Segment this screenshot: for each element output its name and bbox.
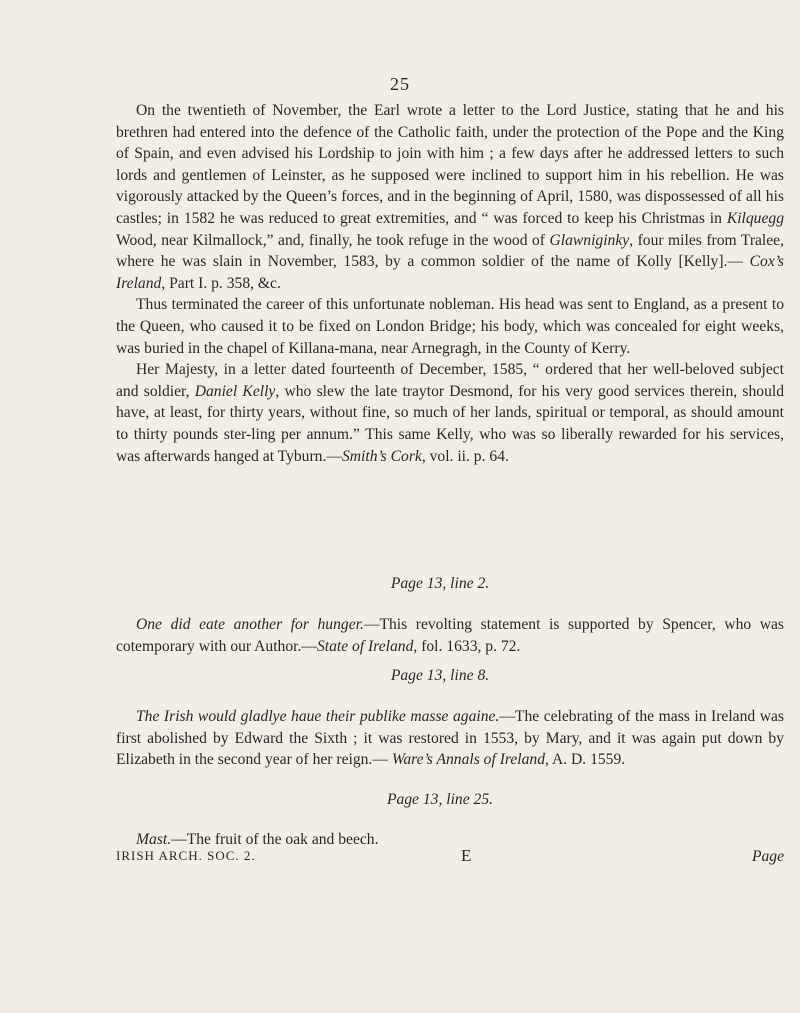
signature-line: IRISH ARCH. SOC. 2.: [116, 848, 256, 863]
note-heading: Page 13, line 25.: [386, 791, 494, 808]
note-masse: The Irish would gladlye haue their publike masse againe.—The celebrating of the mass in Ireland was first abolished by Edward the Sixth ; it was restored in 1553, by Mary, and it was again put down by Elizabeth in the second year of her reign.— Ware’s Annals of Ireland, A. D. 1559.: [116, 708, 784, 769]
note-mast: Mast.—The fruit of the oak and beech.: [136, 831, 379, 848]
main-text: [116, 100, 784, 467]
page-footer: [116, 848, 784, 870]
note-heading: Page 13, line 2.: [390, 575, 490, 592]
paragraph-majesty-letter: Her Majesty, in a letter dated fourteenth of December, 1585, “ ordered that her well-beloved subject and soldier, Daniel Kelly, who slew the late traytor Desmond, for his very good services therein, should have, at least, for thirty years, without fine, so much of her lands, spiritual or temporal, as should amount to thirty pounds ster-ling per annum.” This same Kelly, who was so liberally rewarded for his services, was afterwards hanged at Tyburn.—Smith’s Cork, vol. ii. p. 64.: [116, 361, 785, 465]
paragraph-earl-rebellion: On the twentieth of November, the Earl wrote a letter to the Lord Justice, stating that he and his brethren had entered into the defence of the Catholic faith, under the protection of the Pope and the King of Spain, and even advised his Lordship to join with him ; a few days after he addressed letters to such lords and gentlemen of Leinster, as he supposed were inclined to support him in his rebellion. He was vigorously attacked by the Queen’s forces, and in the beginning of April, 1580, was dispossessed of all his castles; in 1582 he was reduced to great extremities, and “ was forced to keep his Christmas in Kilquegg Wood, near Kilmallock,” and, finally, he took refuge in the wood of Glawniginky, four miles from Tralee, where he was slain in November, 1583, by a common soldier of the name of Kolly [Kelly].— Cox’s Ireland, Part I. p. 358, &c.: [116, 102, 785, 292]
signature-mark: E: [461, 846, 472, 865]
page-number: 25: [390, 74, 410, 94]
note-hunger: One did eate another for hunger.—This revolting statement is supported by Spencer, who was cotemporary with our Author.—State of Ireland, fol. 1633, p. 72.: [116, 616, 784, 655]
note-heading: Page 13, line 8.: [390, 667, 490, 684]
paragraph-career-end: Thus terminated the career of this unfortunate nobleman. His head was sent to England, as a present to the Queen, who caused it to be fixed on London Bridge; his body, which was concealed for eight weeks, was buried in the chapel of Killana-mana, near Arnegragh, in the County of Kerry.: [116, 296, 784, 357]
catchword: Page: [751, 848, 784, 865]
